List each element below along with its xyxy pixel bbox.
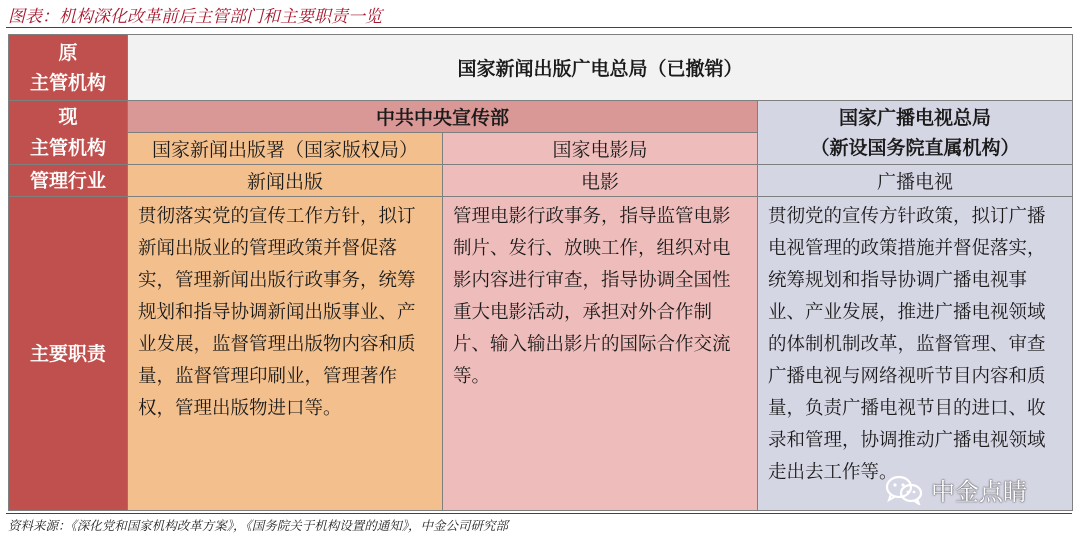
industry-film: 电影 (443, 165, 758, 197)
industry-broadcast: 广播电视 (758, 165, 1073, 197)
wechat-watermark (885, 472, 1027, 507)
row-original-authority (9, 35, 1073, 101)
row-duties (9, 197, 1073, 511)
original-authority-cell: 国家新闻出版广电总局（已撤销） (128, 35, 1073, 101)
figure-caption: 图表：机构深化改革前后主管部门和主要职责一览 (8, 7, 382, 27)
authority-table (8, 34, 1073, 511)
propaganda-dept-cell: 中共中央宣传部 (128, 101, 758, 133)
nrta-name: 国家广播电视总局 (839, 106, 992, 129)
top-rule (6, 27, 1072, 28)
watermark-text: 中金点睛 (931, 478, 1027, 506)
label-original-line2: 主管机构 (29, 71, 106, 94)
press-admin-cell: 国家新闻出版署（国家版权局） (128, 133, 443, 165)
label-industry: 管理行业 (9, 165, 128, 197)
nrta-note: （新设国务院直属机构） (810, 136, 1020, 159)
nrta-cell (758, 101, 1073, 165)
source-note: 资料来源：《深化党和国家机构改革方案》，《国务院关于机构设置的通知》，中金公司研究部 (8, 518, 509, 533)
row-current-top (9, 101, 1073, 133)
wechat-logo-icon (885, 475, 923, 505)
duties-broadcast: 贯彻党的宣传方针政策，拟订广播电视管理的政策措施并督促落实，统筹规划和指导协调广播电视事业、产业发展，推进广播电视领域的体制机制改革，监督管理、审查广播电视与网络视听节目内容和质量，负责广播电视节目的进口、收录和管理，协调推动广播电视领域走出去工作等。 (758, 197, 1073, 511)
label-duties: 主要职责 (9, 197, 128, 511)
row-industry (9, 165, 1073, 197)
duties-film: 管理电影行政事务，指导监管电影制片、发行、放映工作，组织对电影内容进行审查，指导协调全国性重大电影活动，承担对外合作制片、输入输出影片的国际合作交流等。 (443, 197, 758, 511)
film-bureau-cell: 国家电影局 (443, 133, 758, 165)
industry-press: 新闻出版 (128, 165, 443, 197)
duties-press: 贯彻落实党的宣传工作方针，拟订新闻出版业的管理政策并督促落实，管理新闻出版行政事务，统筹规划和指导协调新闻出版事业、产业发展，监督管理出版物内容和质量，监督管理印刷业，管理著作权，管理出版物进口等。 (128, 197, 443, 511)
label-current-line1: 现 (9, 101, 128, 133)
label-current-line2: 主管机构 (9, 133, 128, 165)
label-original-authority (9, 35, 128, 101)
bottom-rule (6, 513, 1072, 514)
label-original-line1: 原 (58, 41, 78, 64)
